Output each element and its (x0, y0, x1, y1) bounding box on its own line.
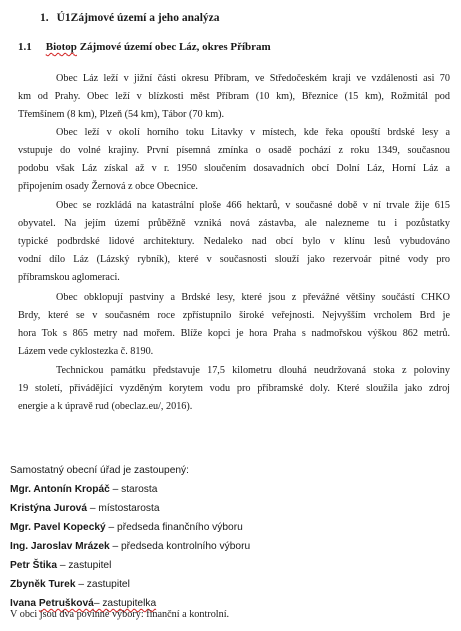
paragraph-line: příbramskou aglomeraci. (18, 272, 120, 283)
member-name: Mgr. Pavel Kopecký (10, 522, 106, 533)
section-title: Zájmové území obec Láz, okres Příbram (76, 41, 271, 53)
paragraph-nature (18, 289, 450, 361)
section-heading (18, 41, 271, 53)
member-name: Zbyněk Turek (10, 579, 76, 590)
paragraph-line: hora Tok s 865 metry nad mořem. Blíže kopci je hora Praha s nadmořskou výškou 862 metrů. (18, 328, 450, 339)
paragraph-monument (18, 362, 450, 416)
member-role: – zastupitel (75, 579, 130, 590)
chapter-number: 1. (40, 12, 49, 24)
member-role: – starosta (109, 484, 158, 495)
member-name: Kristýna Jurová (10, 503, 88, 514)
paragraph-location (18, 70, 450, 124)
paragraph-line: podobu však Láz získal až v r. 1950 sloučením dosavadních obcí Dolní Láz, Horní Láz a (18, 163, 450, 174)
paragraph-line: Obec leží v okolí horního toku Litavky v místech, kde řeka opouští brdské lesy a (56, 127, 450, 138)
committees-note: V obci jsou dva povinné výbory: finanční a kontrolní. (10, 609, 230, 620)
paragraph-line: Brdy, které se v současném roce zpřístupnilo široké veřejnosti. Nejvyšším vrcholem Brd je (18, 310, 450, 321)
paragraph-line: Obec se rozkládá na katastrální ploše 466 hektarů, v současné době v ní trvale žije 615 (56, 200, 450, 211)
council-member (10, 499, 450, 518)
paragraph-line: vstupuje do volné krajiny. První písemná zmínka o osadě pochází z roku 1349, současnou (18, 145, 450, 156)
chapter-heading (40, 12, 220, 24)
paragraph-area (18, 197, 450, 287)
council-member (10, 480, 450, 499)
member-role: – místostarosta (87, 503, 160, 514)
section-number: 1.1 (18, 41, 32, 53)
council-intro: Samostatný obecní úřad je zastoupený: (10, 465, 189, 476)
member-role: – zastupitel (57, 560, 112, 571)
member-name: Ivana (10, 598, 39, 609)
section-title-flagged-word: Biotop (45, 41, 77, 53)
paragraph-line: 19 století, přivádějící vyzděným korytem vodu pro příbramské doly. Které sloužila jako zdroj (18, 383, 450, 394)
paragraph-line: Třemšínem (8 km), Plzeň (54 km), Tábor (70 km). (18, 109, 225, 120)
council-member (10, 556, 450, 575)
paragraph-line: vodní dílo Láz (Lázský rybník), které v současnosti slouží jako rezervoár pitné vody pro (18, 254, 450, 265)
paragraph-line: Technickou památku představuje 17,5 kilometru dlouhá neudržovaná stoka z poloviny (56, 365, 450, 376)
paragraph-history (18, 124, 450, 196)
member-name: Mgr. Antonín Kropáč (10, 484, 110, 495)
paragraph-line: km od Prahy. Obec leží v blízkosti měst Příbram (10 km), Březnice (15 km), Rožmitál pod (18, 91, 450, 102)
member-name-flagged-word: Petrušková (38, 598, 94, 609)
paragraph-line: Obec obklopují pastviny a Brdské lesy, které jsou z převážné většiny součástí CHKO (56, 292, 450, 303)
council-member (10, 537, 450, 556)
member-role: – předseda finančního výboru (105, 522, 243, 533)
member-name: Petr Štika (10, 560, 57, 571)
paragraph-line: typické podbrdské lidové architektury. Nedaleko nad obcí bylo v klínu lesů vybudováno (18, 236, 450, 247)
member-name: Ing. Jaroslav Mrázek (10, 541, 110, 552)
chapter-title: Ú1Zájmové území a jeho analýza (56, 12, 220, 24)
council-member (10, 518, 450, 537)
council-member (10, 575, 450, 594)
paragraph-line: připojením osady Žernová z obce Obecnice. (18, 181, 198, 192)
paragraph-line: Obec Láz leží v jižní části okresu Příbram, ve Středočeském kraji ve vzdálenosti asi 70 (56, 73, 450, 84)
paragraph-line: obyvatel. Na jejím území průběžně vzniká nová zástavba, ale nalezneme tu i pozůstatky (18, 218, 450, 229)
member-role: – zastupitelka (93, 598, 157, 609)
council-list (10, 461, 450, 613)
paragraph-line: energie a k úpravě rud (obeclaz.eu/, 2016). (18, 401, 193, 412)
member-role: – předseda kontrolního výboru (109, 541, 251, 552)
paragraph-line: Lázem vede cyklostezka č. 8190. (18, 346, 154, 357)
